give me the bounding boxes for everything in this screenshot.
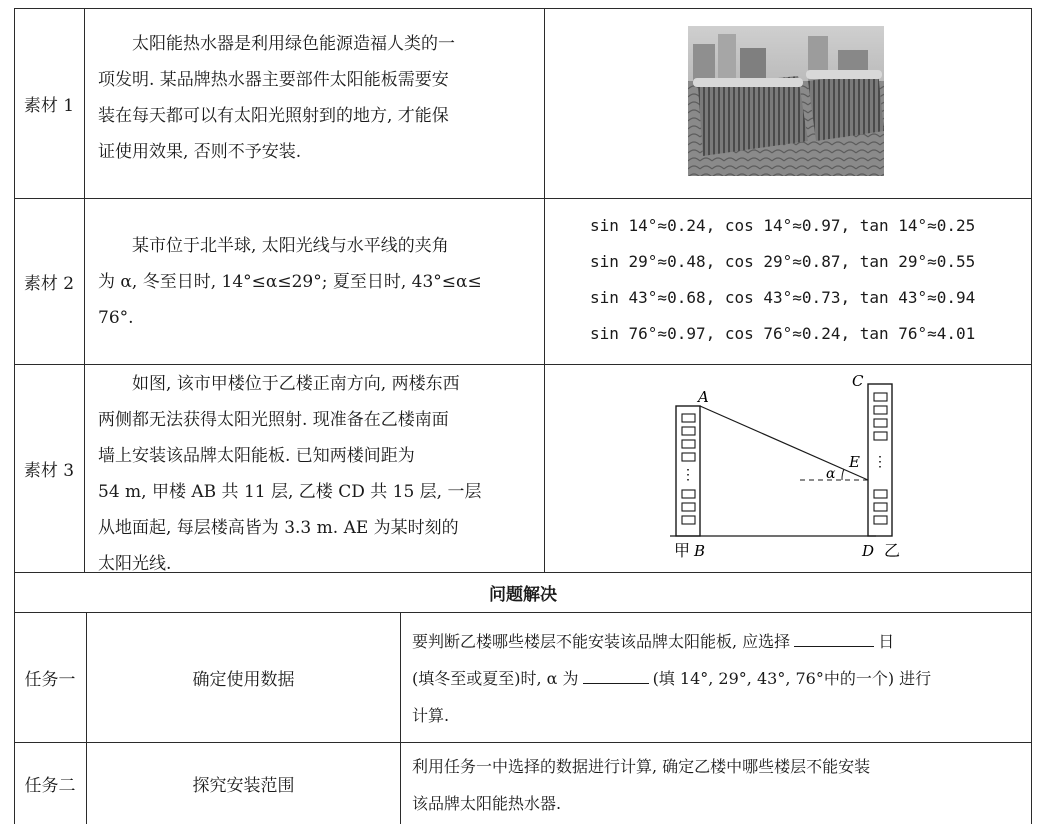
task2-line-2: 该品牌太阳能热水器. [412, 794, 562, 813]
label-E: E [849, 453, 860, 471]
solar-heater-photo [688, 26, 884, 176]
task1-line-3: 计算. [412, 706, 450, 725]
material3-line-3: 墙上安装该品牌太阳能板. 已知两楼间距为 [98, 446, 415, 466]
material2-label: 素材 2 [23, 274, 75, 294]
task1-line-2 [412, 660, 1024, 697]
yi-dots: ⋮ [873, 454, 887, 470]
material3-line-1: 如图, 该市甲楼位于乙楼正南方向, 两楼东西 [132, 374, 460, 394]
material2-line-3: 76°. [98, 308, 134, 328]
label-D: D [862, 542, 875, 560]
task1-text-1a: 要判断乙楼哪些楼层不能安装该品牌太阳能板, 应选择 [412, 632, 791, 651]
building-diagram [546, 366, 1030, 571]
trig-row-43: sin 43°≈0.68, cos 43°≈0.73, tan 43°≈0.94 [590, 288, 976, 307]
material2-text [86, 228, 544, 358]
trig-values [590, 208, 1028, 358]
angle-arc [842, 469, 844, 480]
material3-line-5: 从地面起, 每层楼高皆为 3.3 m. AE 为某时刻的 [98, 518, 459, 538]
task1-line-1 [412, 623, 1024, 660]
material2-line-2: 为 α, 冬至日时, 14°≤α≤29°; 夏至日时, 43°≤α≤ [98, 272, 482, 292]
task2-name: 探究安装范围 [192, 776, 295, 796]
answer-blank-angle[interactable] [583, 667, 649, 684]
material3-line-2: 两侧都无法获得太阳光照射. 现准备在乙楼南面 [98, 410, 449, 430]
material1-line-4: 证使用效果, 否则不予安装. [98, 142, 302, 162]
sun-ray-AE [700, 406, 868, 480]
material1-line-2: 项发明. 某品牌热水器主要部件太阳能板需要安 [98, 70, 449, 90]
col-divider-d [400, 612, 401, 824]
task1-text-1b: 日 [878, 632, 895, 651]
material2-line-1: 某市位于北半球, 太阳光线与水平线的夹角 [132, 236, 449, 256]
material1-line-1: 太阳能热水器是利用绿色能源造福人类的一 [132, 34, 455, 54]
task2-description [412, 748, 1024, 822]
material3-text [86, 366, 544, 574]
col-divider-b [544, 8, 545, 573]
task1-text-2a: (填冬至或夏至)时, α 为 [412, 669, 579, 688]
material1-line-3: 装在每天都可以有太阳光照射到的地方, 才能保 [98, 106, 449, 126]
section-title: 问题解决 [489, 585, 557, 605]
label-jia: 甲 [674, 541, 691, 560]
material3-line-6: 太阳光线. [98, 554, 172, 574]
material3-line-4: 54 m, 甲楼 AB 共 11 层, 乙楼 CD 共 15 层, 一层 [98, 482, 482, 502]
label-alpha: α [826, 466, 836, 482]
task1-name: 确定使用数据 [192, 670, 295, 690]
trig-row-14: sin 14°≈0.24, cos 14°≈0.97, tan 14°≈0.25 [590, 216, 976, 235]
task1-text-2b: (填 14°, 29°, 43°, 76°中的一个) 进行 [652, 669, 932, 688]
material1-text [86, 26, 544, 196]
trig-row-29: sin 29°≈0.48, cos 29°≈0.87, tan 29°≈0.55 [590, 252, 976, 271]
answer-blank-solstice[interactable] [794, 630, 874, 647]
material1-label: 素材 1 [23, 95, 75, 116]
label-B: B [694, 542, 706, 560]
row-divider-1 [14, 198, 1032, 199]
label-yi: 乙 [884, 541, 901, 560]
col-divider-a [84, 8, 85, 573]
label-A: A [698, 388, 709, 406]
border-right [1031, 8, 1032, 824]
row-divider-2 [14, 364, 1032, 365]
task1-label: 任务一 [24, 670, 76, 690]
task2-label: 任务二 [24, 776, 76, 796]
label-C: C [852, 372, 864, 390]
task2-line-1: 利用任务一中选择的数据进行计算, 确定乙楼中哪些楼层不能安装 [412, 757, 871, 776]
trig-row-76: sin 76°≈0.97, cos 76°≈0.24, tan 76°≈4.01 [590, 324, 976, 343]
border-top [14, 8, 1032, 9]
material3-label: 素材 3 [23, 461, 75, 481]
task1-description [412, 623, 1024, 741]
jia-dots: ⋮ [681, 467, 695, 483]
